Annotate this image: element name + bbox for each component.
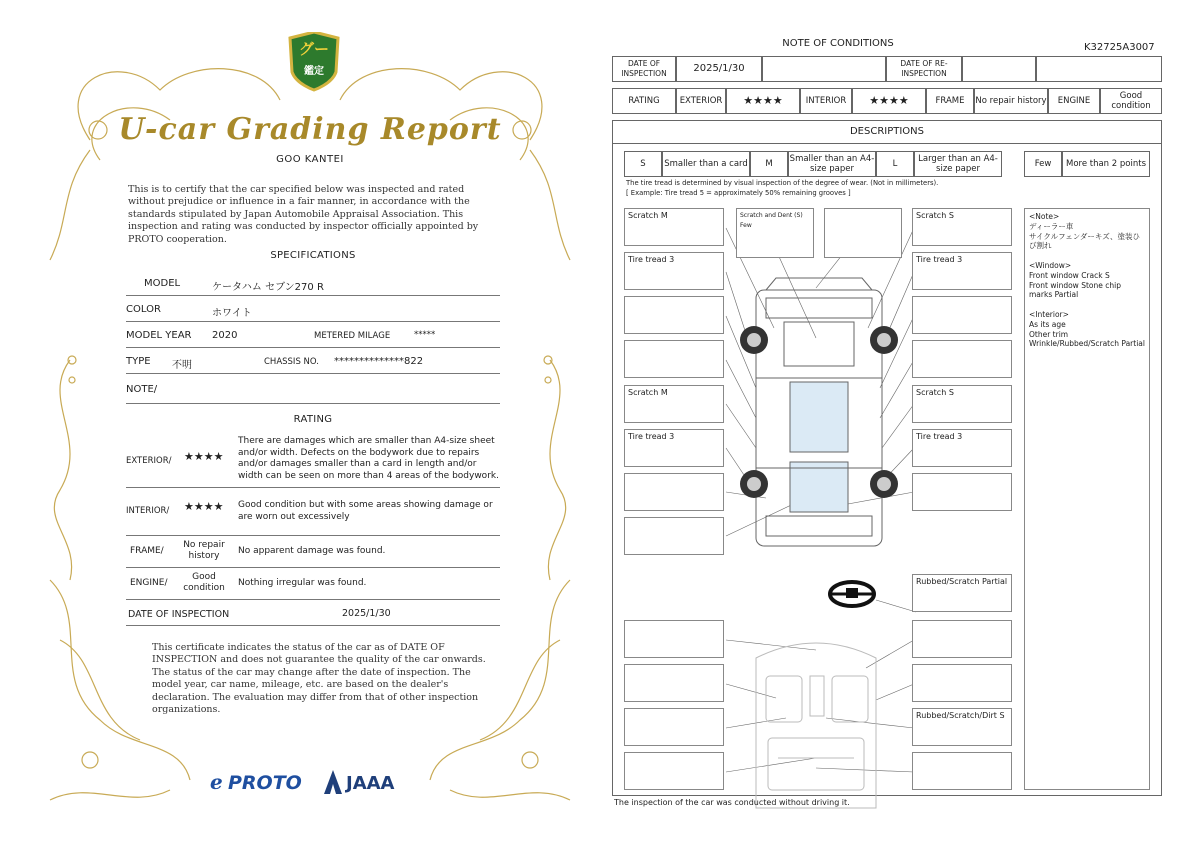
legend-m-desc: Smaller than an A4-size paper <box>788 151 876 177</box>
rating-row-frame <box>126 536 500 568</box>
exterior-label: EXTERIOR <box>676 88 726 114</box>
proto-logo-icon: ℯ <box>210 770 223 794</box>
rating-row-date <box>126 600 500 626</box>
type-value: 不明 <box>172 360 192 371</box>
legend-s: S <box>624 151 662 177</box>
proto-logo: PROTO <box>228 772 302 794</box>
right-box-3 <box>912 296 1012 334</box>
engine-label: ENGINE <box>1048 88 1100 114</box>
color-value: ホワイト <box>212 308 252 319</box>
rating-row-exterior <box>126 434 500 488</box>
type-label: TYPE <box>126 356 151 367</box>
rating-row-engine <box>126 568 500 600</box>
goo-kantei-badge <box>286 32 342 92</box>
right-box-1: Scratch S <box>912 208 1012 246</box>
left-box-4 <box>624 340 724 378</box>
chassis-value: **************822 <box>334 356 424 367</box>
engine-label: ENGINE/ <box>130 578 168 588</box>
left-box-8 <box>624 517 724 555</box>
certificate-intro: This is to certify that the car specified below was inspected and rated without prejudice or influence in a fair manner, in accordance with the standards stipulated by Japan Automobile Appraisal Association. This inspection and rating was conducted by inspector officially appointed by PROTO cooperation. <box>128 184 479 245</box>
legend-l: L <box>876 151 914 177</box>
interior-right-box-1 <box>912 620 1012 658</box>
mileage-label: METERED MILAGE <box>314 331 391 341</box>
legend-m: M <box>750 151 788 177</box>
sheet-footer: The inspection of the car was conducted without driving it. <box>614 798 850 807</box>
spec-row-type <box>126 348 500 374</box>
frame-description: No apparent damage was found. <box>238 546 386 556</box>
right-box-4 <box>912 340 1012 378</box>
frame-value: No repair history <box>183 540 225 561</box>
interior-left-box-4 <box>624 752 724 790</box>
date-of-inspection-label: DATE OF INSPECTION <box>128 609 230 620</box>
interior-right-box-3: Rubbed/Scratch/Dirt S <box>912 708 1012 746</box>
engine-description: Nothing irregular was found. <box>238 578 367 588</box>
exterior-label: EXTERIOR/ <box>126 456 172 466</box>
specifications-heading: SPECIFICATIONS <box>270 250 356 261</box>
note-label: NOTE/ <box>126 384 158 395</box>
chassis-label: CHASSIS NO. <box>264 357 319 367</box>
left-box-2: Tire tread 3 <box>624 252 724 290</box>
model-year-label: MODEL YEAR <box>126 330 192 341</box>
legend-few-desc: More than 2 points <box>1062 151 1150 177</box>
frame-label: FRAME/ <box>130 546 164 556</box>
sheet-title: NOTE OF CONDITIONS <box>782 38 894 49</box>
grading-certificate <box>30 20 590 830</box>
right-box-2: Tire tread 3 <box>912 252 1012 290</box>
interior-stars: ★★★★ <box>184 500 224 513</box>
model-value: ケータハム セブン270 R <box>212 282 324 293</box>
date-of-inspection-value: 2025/1/30 <box>342 608 391 619</box>
legend-s-desc: Smaller than a card <box>662 151 750 177</box>
left-box-6: Tire tread 3 <box>624 429 724 467</box>
model-label: MODEL <box>144 278 181 289</box>
interior-right-box-4 <box>912 752 1012 790</box>
date-label: DATE OF INSPECTION <box>612 56 676 82</box>
jaaa-logo: JAAA <box>346 773 395 794</box>
date-value: 2025/1/30 <box>676 56 762 82</box>
mileage-value: ***** <box>414 330 436 340</box>
notes-panel: <Note> ディーラー車 サイクルフェンダーキズ、塗装ひび割れ <Window> Front window Crack S Front window Stone chip marks Partial <Interior> As its age Other trim Wrinkle/Rubbed/Scratch Partial <box>1024 208 1150 790</box>
badge-top-text: グー <box>298 40 329 58</box>
spec-row-color <box>126 296 500 322</box>
steering-wheel-icon <box>830 582 874 606</box>
tire-note-2: [ Example: Tire tread 5 = approximately 50% remaining grooves ] <box>626 189 851 197</box>
certificate-title: U-car Grading Report <box>118 112 502 147</box>
model-year-value: 2020 <box>212 330 238 341</box>
left-box-1: Scratch M <box>624 208 724 246</box>
top-box-2 <box>824 208 902 258</box>
logo-area <box>210 768 440 798</box>
engine-value: Good condition <box>1100 88 1162 114</box>
left-box-5: Scratch M <box>624 385 724 423</box>
color-label: COLOR <box>126 304 161 315</box>
exterior-stars: ★★★★ <box>184 450 224 463</box>
badge-bottom-text: 鑑定 <box>304 66 324 77</box>
jaaa-logo-icon <box>324 770 342 794</box>
rating-heading: RATING <box>293 414 333 425</box>
exterior-stars: ★★★★ <box>726 88 800 114</box>
spec-row-model-year <box>126 322 500 348</box>
rating-label: RATING <box>612 88 676 114</box>
interior-right-box-2 <box>912 664 1012 702</box>
spec-row-model <box>126 270 500 296</box>
tire-note-1: The tire tread is determined by visual inspection of the degree of wear. (Not in millimeters). <box>626 179 939 187</box>
interior-left-box-2 <box>624 664 724 702</box>
spec-row-note <box>126 374 500 404</box>
interior-description: Good condition but with some areas showing damage or are worn out excessively <box>238 500 493 522</box>
reference-number: K32725A3007 <box>1084 42 1155 53</box>
right-box-7 <box>912 473 1012 511</box>
reinspection-label: DATE OF RE-INSPECTION <box>886 56 962 82</box>
certificate-subtitle: GOO KANTEI <box>276 154 344 165</box>
interior-left-box-3 <box>624 708 724 746</box>
interior-label: INTERIOR <box>800 88 852 114</box>
interior-label: INTERIOR/ <box>126 506 170 516</box>
frame-value: No repair history <box>974 88 1048 114</box>
top-box-1: Scratch and Dent (S) Few <box>736 208 814 258</box>
steering-box: Rubbed/Scratch Partial <box>912 574 1012 612</box>
certificate-disclaimer: This certificate indicates the status of the car as of DATE OF INSPECTION and does not guarantee the quality of the car onwards. The status of the car may change after the date of inspection. The model year, car name, mileage, etc. are based on the dealer's declaration. The evaluation may differ from that of other inspection organizations. <box>152 642 486 716</box>
engine-value: Good condition <box>183 572 225 593</box>
frame-label: FRAME <box>926 88 974 114</box>
right-box-6: Tire tread 3 <box>912 429 1012 467</box>
left-box-3 <box>624 296 724 334</box>
exterior-description: There are damages which are smaller than A4-size sheet and/or width. Defects on the bodywork due to repairs and/or damages smaller than a card in length and/or width can be seen on more than 4 areas of the bodywork. <box>238 436 499 481</box>
descriptions-heading: DESCRIPTIONS <box>612 120 1162 144</box>
note-of-conditions-sheet <box>606 28 1170 818</box>
legend-l-desc: Larger than an A4-size paper <box>914 151 1002 177</box>
right-box-5: Scratch S <box>912 385 1012 423</box>
legend-few: Few <box>1024 151 1062 177</box>
left-box-7 <box>624 473 724 511</box>
interior-stars: ★★★★ <box>852 88 926 114</box>
interior-left-box-1 <box>624 620 724 658</box>
rating-row-interior <box>126 488 500 536</box>
